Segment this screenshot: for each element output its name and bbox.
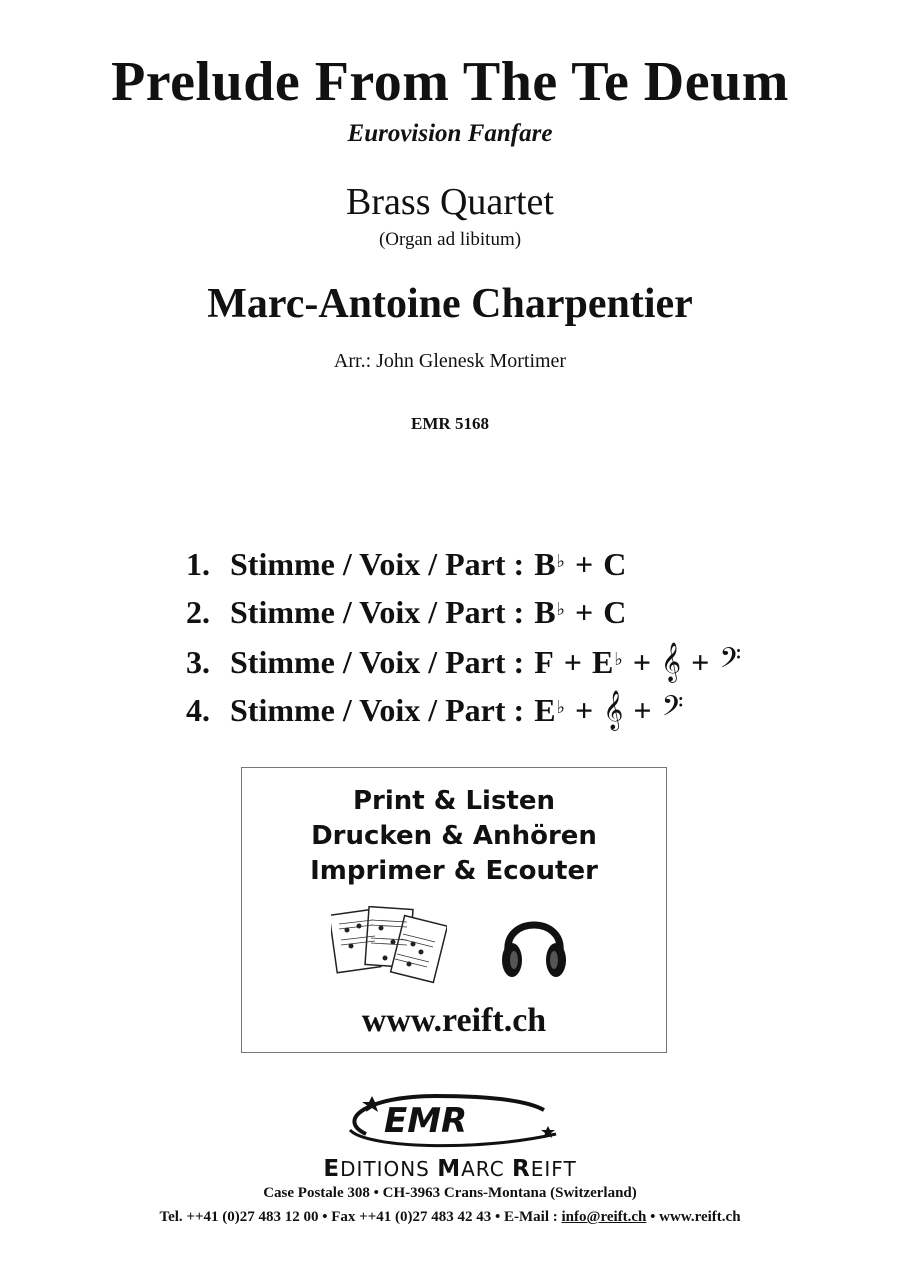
treble-clef-icon: 𝄞 (603, 690, 624, 730)
contact-website: • www.reift.ch (646, 1209, 741, 1225)
bass-clef-icon: 𝄢 (661, 690, 684, 730)
ensemble-note: (Organ ad libitum) (378, 229, 522, 250)
part-number: 4. (186, 692, 210, 728)
plus-sign: + (632, 644, 652, 680)
part-key (534, 644, 554, 681)
key-letter: C (603, 546, 627, 582)
flat-sign: ♭ (556, 599, 566, 619)
plus-sign: + (633, 692, 652, 728)
brand-initial: E (323, 1156, 341, 1182)
brand-part: DITIONS (340, 1157, 438, 1181)
arranger: Arr.: John Glenesk Mortimer (333, 350, 567, 372)
brand-part: ARC (461, 1157, 513, 1181)
plus-sign: + (563, 644, 582, 680)
treble-clef-icon: 𝄞 (661, 642, 682, 682)
plus-sign: + (575, 594, 594, 630)
part-key (592, 644, 623, 681)
part-number: 3. (186, 644, 210, 680)
piece-subtitle: Eurovision Fanfare (347, 120, 553, 147)
part-row-2 (186, 594, 846, 642)
catalog-number: EMR 5168 (411, 414, 489, 433)
part-row-3 (186, 642, 846, 690)
part-key (534, 692, 565, 729)
key-letter: B (534, 594, 556, 630)
plus-sign: + (575, 546, 594, 582)
part-number: 1. (186, 546, 210, 582)
promo-line-de: Drucken & Anhören (311, 821, 597, 851)
part-key (534, 594, 565, 631)
plus-sign: + (575, 692, 594, 728)
key-letter: C (603, 594, 627, 630)
brand-part: EIFT (530, 1157, 577, 1181)
part-label: Stimme / Voix / Part : (230, 644, 525, 680)
plus-sign: + (691, 644, 710, 680)
sheet-music-icon (331, 906, 447, 988)
brand-initial: M (437, 1156, 462, 1182)
headphones-icon (498, 902, 570, 984)
promo-line-fr: Imprimer & Ecouter (310, 856, 598, 886)
flat-sign: ♭ (614, 649, 623, 669)
part-number: 2. (186, 594, 210, 630)
key-letter: F (534, 644, 554, 680)
key-letter: B (534, 546, 556, 582)
emr-logo-icon (326, 1090, 566, 1152)
key-letter: E (591, 644, 614, 680)
promo-url: www.reift.ch (361, 1002, 547, 1039)
part-key (603, 594, 626, 631)
part-row-1 (186, 546, 846, 594)
key-letter: E (534, 692, 556, 728)
flat-sign: ♭ (556, 697, 566, 717)
composer: Marc-Antoine Charpentier (207, 281, 693, 327)
bass-clef-icon: 𝄢 (719, 642, 742, 682)
parts-list (186, 546, 846, 738)
publisher-contact (0, 1209, 900, 1226)
contact-phone-fax: Tel. ++41 (0)27 483 12 00 • Fax ++41 (0)27 483 42 43 • E-Mail : (159, 1209, 562, 1225)
logo-text: EMR (384, 1101, 468, 1141)
print-listen-box (241, 767, 667, 1053)
publisher-name (0, 1156, 900, 1182)
promo-line-en: Print & Listen (352, 786, 556, 816)
part-label: Stimme / Voix / Part : (230, 594, 525, 630)
flat-sign: ♭ (556, 551, 566, 571)
email-link[interactable]: info@reift.ch (561, 1209, 647, 1225)
part-row-4 (186, 690, 846, 738)
ensemble: Brass Quartet (346, 181, 554, 223)
part-label: Stimme / Voix / Part : (230, 692, 525, 728)
publisher-address: Case Postale 308 • CH-3963 Crans-Montana (Switzerland) (263, 1185, 637, 1201)
part-key (534, 546, 565, 583)
piece-title: Prelude From The Te Deum (111, 51, 789, 113)
brand-initial: R (512, 1156, 531, 1182)
part-label: Stimme / Voix / Part : (230, 546, 525, 582)
part-key (603, 546, 626, 583)
